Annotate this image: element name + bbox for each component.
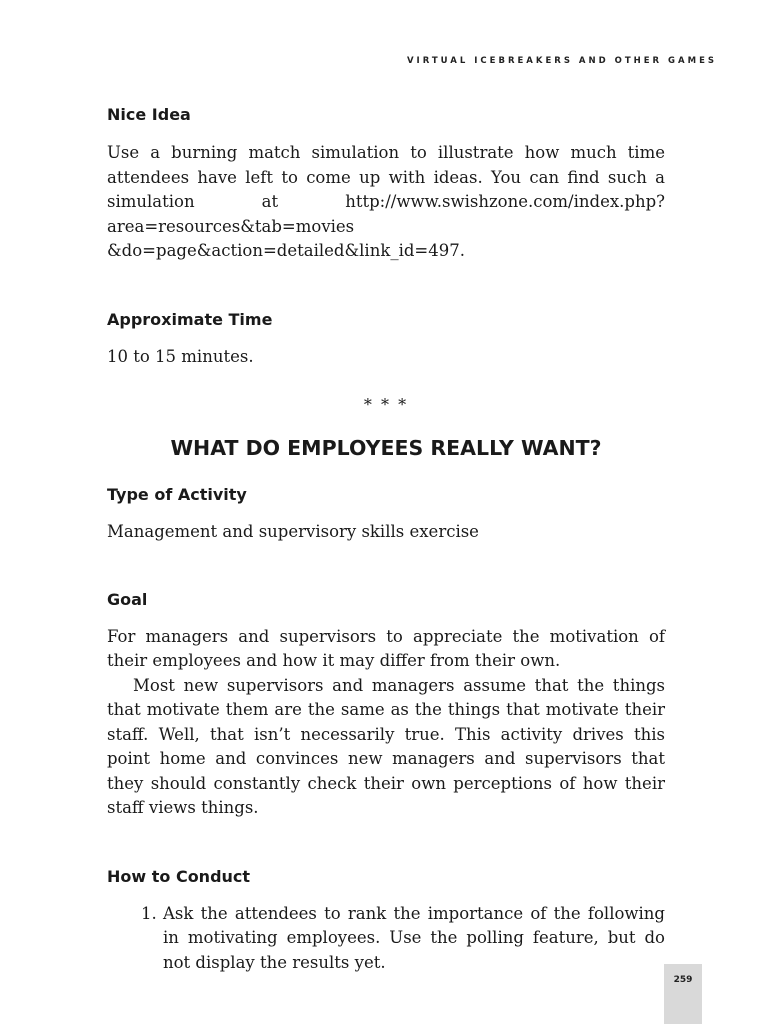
nice-idea-text: Use a burning match simulation to illustrate how much time attendees have left to come up with ideas. You can find such a simulation at http://www.swishzone.com/index.php?area=resources&tab=movies &do=page&action=detailed&link_id=497. (107, 143, 665, 260)
how-to-conduct-heading: How to Conduct (107, 866, 251, 886)
list-item-text: Ask the attendees to rank the importance of the following in motivating employees. Use the polling feature, but do not display the results yet. (163, 903, 665, 972)
type-of-activity-heading: Type of Activity (107, 485, 247, 504)
nice-idea-heading: Nice Idea (107, 105, 191, 124)
approximate-time-heading: Approximate Time (107, 309, 273, 329)
type-of-activity-text: Management and supervisory skills exercise (107, 522, 479, 541)
section-title: WHAT DO EMPLOYEES REALLY WANT? (170, 436, 602, 460)
list-item (141, 902, 665, 976)
list-item-number: 1. (141, 903, 157, 923)
page-number-tab (664, 964, 702, 1024)
goal-heading: Goal (107, 589, 148, 609)
goal-paragraph-1: For managers and supervisors to appreciate the motivation of their employees and how it may differ from their own. (107, 626, 665, 670)
page-content (107, 104, 665, 975)
section-ornament: * * * (363, 395, 409, 414)
page-number: 259 (673, 975, 693, 985)
goal-paragraph-2: Most new supervisors and managers assume that the things that motivate them are the same as the things that motivate their staff. Well, that isn’t necessarily true. This activity drives this point home and convinces new managers and supervisors that they should constantly check their own perceptions of how their staff views things. (107, 675, 665, 817)
running-head: VIRTUAL ICEBREAKERS AND OTHER GAMES (406, 56, 717, 66)
approximate-time-text: 10 to 15 minutes. (107, 346, 254, 366)
